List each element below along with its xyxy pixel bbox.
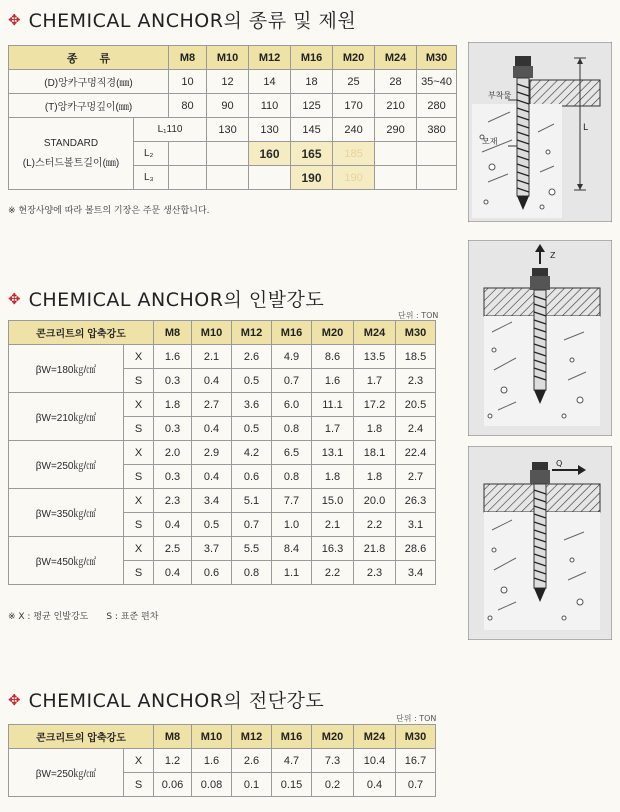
table-cell: 0.4 <box>192 417 232 441</box>
table-cell: 13.1 <box>312 441 354 465</box>
table-cell: 7.3 <box>312 749 354 773</box>
table-cell: 0.06 <box>154 773 192 797</box>
table-cell: 10 <box>169 70 207 94</box>
shear-header-strength: 콘크리트의 압축강도 <box>9 725 154 749</box>
table-cell: 0.4 <box>154 513 192 537</box>
table-cell: 17.2 <box>354 393 396 417</box>
shear-header-m10: M10 <box>192 725 232 749</box>
table-cell: 2.6 <box>232 749 272 773</box>
shear-header-m24: M24 <box>354 725 396 749</box>
table-cell: 2.1 <box>192 345 232 369</box>
table-cell: 190 <box>333 166 375 190</box>
table-cell: 18.5 <box>396 345 436 369</box>
table-cell: 28.6 <box>396 537 436 561</box>
shear-force-diagram <box>468 446 612 640</box>
table-cell: 90 <box>207 94 249 118</box>
shear-table <box>8 724 436 797</box>
table-cell: 170 <box>333 94 375 118</box>
spec-header-m20: M20 <box>333 46 375 70</box>
table-cell <box>207 166 249 190</box>
table-cell: X <box>124 537 154 561</box>
table-cell: 13.5 <box>354 345 396 369</box>
spec-row-label: (T)앙카구멍깊이(㎜) <box>9 94 169 118</box>
shear-force-label: Q <box>556 459 563 468</box>
spec-header-m10: M10 <box>207 46 249 70</box>
table-cell: L₃ <box>134 166 169 190</box>
table-cell: 4.2 <box>232 441 272 465</box>
table-cell: 185 <box>333 142 375 166</box>
pullout-header-row <box>9 321 436 345</box>
table-cell: 1.7 <box>354 369 396 393</box>
spec-header-m16: M16 <box>291 46 333 70</box>
table-cell: 190 <box>291 166 333 190</box>
shear-header-m16: M16 <box>272 725 312 749</box>
table-cell: 35~40 <box>417 70 457 94</box>
table-cell: 2.6 <box>232 345 272 369</box>
pullout-header-m12: M12 <box>232 321 272 345</box>
pullout-header-m10: M10 <box>192 321 232 345</box>
table-cell: 1.6 <box>192 749 232 773</box>
table-cell: 3.4 <box>396 561 436 585</box>
table-cell: L₂ <box>134 142 169 166</box>
table-cell: 2.0 <box>154 441 192 465</box>
table-cell: X <box>124 345 154 369</box>
table-cell: 5.1 <box>232 489 272 513</box>
table-cell: X <box>124 441 154 465</box>
pullout-table <box>8 320 436 585</box>
table-cell: 21.8 <box>354 537 396 561</box>
shear-group-label: βW=250㎏/㎠ <box>9 749 124 797</box>
table-cell: 22.4 <box>396 441 436 465</box>
table-cell: 1.6 <box>312 369 354 393</box>
spec-header-m30: M30 <box>417 46 457 70</box>
pullout-header-strength: 콘크리트의 압축강도 <box>9 321 154 345</box>
cross-bullet-icon: ✥ <box>8 10 21 29</box>
pullout-header-m8: M8 <box>154 321 192 345</box>
table-cell: 8.6 <box>312 345 354 369</box>
table-cell: 0.3 <box>154 465 192 489</box>
table-cell: 2.4 <box>396 417 436 441</box>
pullout-note: ※ X : 평균 인발강도 S : 표준 편차 <box>8 612 159 622</box>
table-cell: 1.8 <box>354 417 396 441</box>
table-cell: 0.4 <box>154 561 192 585</box>
table-cell: 1.2 <box>154 749 192 773</box>
table-cell: 0.5 <box>192 513 232 537</box>
table-cell: 15.0 <box>312 489 354 513</box>
table-cell: 18 <box>291 70 333 94</box>
table-cell: 1.8 <box>154 393 192 417</box>
spec-header-row <box>9 46 457 70</box>
attachment-label: 부착물 <box>488 91 512 100</box>
table-cell: 0.7 <box>396 773 436 797</box>
table-cell <box>375 166 417 190</box>
shear-header-row <box>9 725 436 749</box>
pullout-row-x <box>9 537 436 561</box>
table-cell: 1.6 <box>154 345 192 369</box>
table-cell: 130 <box>207 118 249 142</box>
table-cell: 145 <box>291 118 333 142</box>
table-cell: 10.4 <box>354 749 396 773</box>
table-cell: 2.7 <box>192 393 232 417</box>
standard-label <box>9 118 134 190</box>
pull-force-label: Z <box>550 251 556 260</box>
table-cell: 2.2 <box>354 513 396 537</box>
table-cell: 2.2 <box>312 561 354 585</box>
table-cell: 380 <box>417 118 457 142</box>
section1-title: ✥ CHEMICAL ANCHOR의 종류 및 제원 <box>8 10 357 32</box>
pullout-row-x <box>9 345 436 369</box>
table-cell: 8.4 <box>272 537 312 561</box>
shear-unit: 단위 : TON <box>396 714 437 723</box>
cross-bullet-icon: ✥ <box>8 289 21 308</box>
pullout-group-label: βW=450㎏/㎠ <box>9 537 124 585</box>
pullout-header-m16: M16 <box>272 321 312 345</box>
table-cell: 2.7 <box>396 465 436 489</box>
shear-row-x <box>9 749 436 773</box>
spec-header-m8: M8 <box>169 46 207 70</box>
table-cell: 2.5 <box>154 537 192 561</box>
table-cell <box>169 142 207 166</box>
spec-row-d <box>9 70 457 94</box>
table-cell: 2.3 <box>154 489 192 513</box>
table-cell: 280 <box>417 94 457 118</box>
table-cell: 110 <box>249 94 291 118</box>
table-cell: 20.0 <box>354 489 396 513</box>
table-cell: 0.2 <box>312 773 354 797</box>
pullout-row-x <box>9 441 436 465</box>
table-cell: 6.5 <box>272 441 312 465</box>
table-cell: 210 <box>375 94 417 118</box>
table-cell: 0.08 <box>192 773 232 797</box>
table-cell: 18.1 <box>354 441 396 465</box>
table-cell: 1.8 <box>354 465 396 489</box>
table-cell: S <box>124 773 154 797</box>
table-cell: 16.3 <box>312 537 354 561</box>
table-cell: 0.8 <box>232 561 272 585</box>
table-cell: 2.3 <box>396 369 436 393</box>
table-cell: 26.3 <box>396 489 436 513</box>
pullout-group-label: βW=210㎏/㎠ <box>9 393 124 441</box>
table-cell: 14 <box>249 70 291 94</box>
spec-row-label: (D)앙카구멍직경(㎜) <box>9 70 169 94</box>
table-cell: 16.7 <box>396 749 436 773</box>
table-cell: L₁110 <box>134 118 207 142</box>
section3-title: ✥ CHEMICAL ANCHOR의 전단강도 <box>8 690 325 712</box>
table-cell: S <box>124 513 154 537</box>
pullout-group-label: βW=250㎏/㎠ <box>9 441 124 489</box>
shear-header-m30: M30 <box>396 725 436 749</box>
shear-header-m20: M20 <box>312 725 354 749</box>
cross-bullet-icon: ✥ <box>8 690 21 709</box>
table-cell: 160 <box>249 142 291 166</box>
table-cell: 0.6 <box>232 465 272 489</box>
table-cell: 7.7 <box>272 489 312 513</box>
pullout-unit: 단위 : TON <box>398 311 439 320</box>
spec-note: ※ 현장사양에 따라 볼트의 기장은 주문 생산합니다. <box>8 206 210 216</box>
shear-header-m12: M12 <box>232 725 272 749</box>
table-cell: 4.9 <box>272 345 312 369</box>
table-cell: 6.0 <box>272 393 312 417</box>
table-cell: 1.0 <box>272 513 312 537</box>
table-cell: 130 <box>249 118 291 142</box>
table-cell: S <box>124 561 154 585</box>
anchor-dimension-diagram <box>468 42 612 222</box>
table-cell: 12 <box>207 70 249 94</box>
pullout-group-label: βW=180㎏/㎠ <box>9 345 124 393</box>
table-cell: 0.5 <box>232 417 272 441</box>
length-label: L <box>583 123 589 133</box>
spec-header-kind: 종 류 <box>9 46 169 70</box>
table-cell: X <box>124 393 154 417</box>
table-cell: 0.8 <box>272 465 312 489</box>
pullout-group-label: βW=350㎏/㎠ <box>9 489 124 537</box>
pullout-force-diagram <box>468 240 612 436</box>
table-cell: 4.7 <box>272 749 312 773</box>
table-cell: 0.8 <box>272 417 312 441</box>
table-cell: 0.7 <box>272 369 312 393</box>
table-cell: 20.5 <box>396 393 436 417</box>
table-cell: 3.7 <box>192 537 232 561</box>
table-cell: 0.1 <box>232 773 272 797</box>
table-cell: 2.9 <box>192 441 232 465</box>
pullout-header-m20: M20 <box>312 321 354 345</box>
table-cell: 3.1 <box>396 513 436 537</box>
base-material-label: 모재 <box>482 137 498 146</box>
section2-title: ✥ CHEMICAL ANCHOR의 인발강도 <box>8 289 325 311</box>
table-cell: S <box>124 465 154 489</box>
table-cell <box>169 166 207 190</box>
table-cell: 0.7 <box>232 513 272 537</box>
table-cell: 28 <box>375 70 417 94</box>
spec-table <box>8 45 457 190</box>
table-cell: 5.5 <box>232 537 272 561</box>
table-cell: 2.1 <box>312 513 354 537</box>
table-cell: X <box>124 489 154 513</box>
pullout-row-x <box>9 489 436 513</box>
table-cell: X <box>124 749 154 773</box>
table-cell: 125 <box>291 94 333 118</box>
table-cell: 80 <box>169 94 207 118</box>
table-cell: 3.6 <box>232 393 272 417</box>
spec-row-t <box>9 94 457 118</box>
table-cell: 11.1 <box>312 393 354 417</box>
table-cell: 1.8 <box>312 465 354 489</box>
spec-header-m12: M12 <box>249 46 291 70</box>
table-cell: 1.7 <box>312 417 354 441</box>
table-cell <box>375 142 417 166</box>
standard-label-line2: (L)스터드볼트길이(㎜) <box>22 157 120 169</box>
table-cell: 0.4 <box>192 465 232 489</box>
table-cell: 290 <box>375 118 417 142</box>
table-cell: 0.6 <box>192 561 232 585</box>
pullout-row-x <box>9 393 436 417</box>
table-cell: 2.3 <box>354 561 396 585</box>
spec-header-m24: M24 <box>375 46 417 70</box>
spec-row-l1 <box>9 118 457 142</box>
table-cell: 0.5 <box>232 369 272 393</box>
table-cell: 0.15 <box>272 773 312 797</box>
table-cell: 165 <box>291 142 333 166</box>
standard-label-line1: STANDARD <box>43 137 99 149</box>
pullout-header-m24: M24 <box>354 321 396 345</box>
table-cell: 240 <box>333 118 375 142</box>
table-cell: 25 <box>333 70 375 94</box>
table-cell: 0.4 <box>192 369 232 393</box>
table-cell: 0.3 <box>154 369 192 393</box>
table-cell <box>249 166 291 190</box>
table-cell <box>417 166 457 190</box>
pullout-header-m30: M30 <box>396 321 436 345</box>
table-cell: 0.3 <box>154 417 192 441</box>
table-cell: 0.4 <box>354 773 396 797</box>
table-cell: S <box>124 417 154 441</box>
table-cell <box>207 142 249 166</box>
table-cell: 1.1 <box>272 561 312 585</box>
shear-header-m8: M8 <box>154 725 192 749</box>
table-cell: S <box>124 369 154 393</box>
table-cell: 3.4 <box>192 489 232 513</box>
table-cell <box>417 142 457 166</box>
